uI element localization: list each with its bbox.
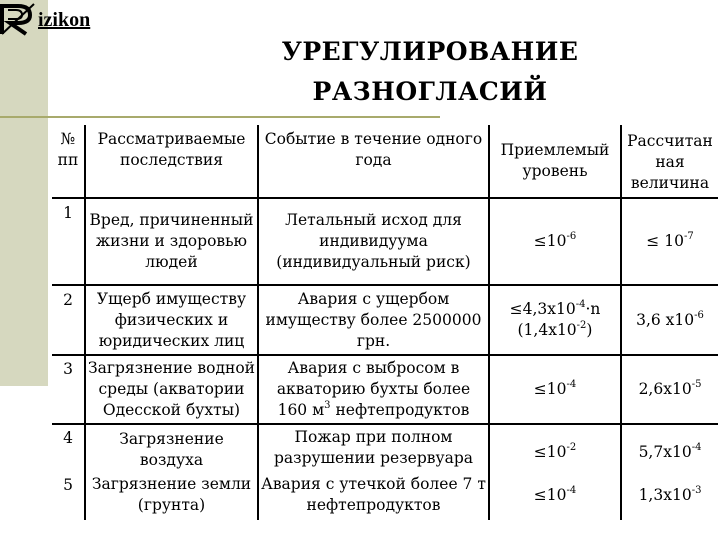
- row-4-event: Пожар при полном разрушении резервуара: [273, 428, 474, 467]
- risk-table: [52, 125, 718, 520]
- page-title-line2: РАЗНОГЛАСИЙ: [312, 77, 548, 106]
- row-5-consequence: Загрязнение земли (грунта): [91, 475, 252, 514]
- row-3-event: Авария с выбросом в акваторию бухты более 160 $м^3$ нефтепродуктов: [276, 359, 471, 419]
- title-underline: [0, 116, 440, 118]
- logo-r-icon: [0, 2, 38, 36]
- row-5-acceptable: $\le 10^{-4}$: [533, 484, 577, 504]
- row-2-consequence: Ущерб имуществу физических и юридических лиц: [96, 289, 247, 350]
- page-title-line1: УРЕГУЛИРОВАНИЕ: [281, 37, 579, 66]
- header-consequences: Рассматриваемые последствия: [97, 130, 246, 169]
- logo-text: izikon: [38, 9, 91, 31]
- row-3-calculated: $2,6х10^{-5}$: [638, 379, 702, 398]
- rizikon-logo: [0, 2, 90, 36]
- row-4-acceptable: $\le 10^{-2}$: [533, 441, 577, 461]
- row-1-num: 1: [63, 204, 73, 222]
- row-2-num: 2: [63, 291, 73, 309]
- header-num: № пп: [57, 130, 79, 169]
- grid-line: [52, 423, 718, 425]
- row-5-num: 5: [63, 476, 73, 494]
- row-1-consequence: Вред, причиненный жизни и здоровью людей: [89, 211, 254, 271]
- row-2-acceptable: $\le 4,3х10^{-4}\cdot n$ $(1,4х10^{-2})$: [509, 299, 601, 339]
- row-5-calculated: $1,3х10^{-3}$: [638, 484, 702, 504]
- side-decoration-bar: [0, 0, 48, 386]
- row-4-calculated: $5,7х10^{-4}$: [638, 441, 702, 461]
- row-1-event: Летальный исход для индивидуума (индивидуальный риск): [276, 211, 471, 271]
- row-3-consequence: Загрязнение водной среды (акватории Одесской бухты): [87, 359, 256, 419]
- row-4-consequence: Загрязнение воздуха: [119, 430, 224, 469]
- row-3-num: 3: [63, 360, 73, 378]
- row-4-num: 4: [63, 429, 73, 447]
- row-5-event: Авария с утечкой более 7 т нефтепродуктов: [261, 475, 486, 514]
- row-3-acceptable: $\le 10^{-4}$: [533, 379, 577, 398]
- row-1-calculated: ≤ $10^{-7}$: [646, 231, 694, 250]
- row-1-acceptable: $\le 10^{-6}$: [533, 231, 577, 250]
- row-2-calculated: 3,6 $х10^{-6}$: [636, 309, 704, 329]
- row-2-event: Авария с ущербом имуществу более 2500000 грн.: [265, 289, 482, 350]
- header-acceptable-level: Приемлемый уровень: [500, 141, 610, 180]
- header-calculated-value: Рассчитан ная величина: [627, 131, 713, 192]
- header-event: Событие в течение одного года: [264, 130, 483, 169]
